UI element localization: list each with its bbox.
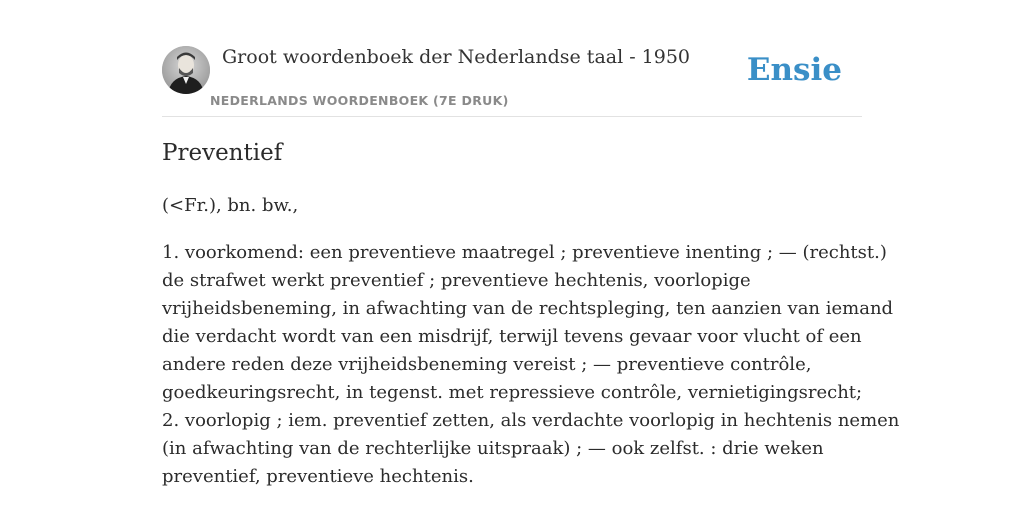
entry-definition	[162, 239, 900, 491]
ensie-logo[interactable]: Ensie	[746, 52, 842, 88]
entry-headword: Preventief	[162, 140, 283, 166]
portrait-svg	[162, 46, 210, 94]
definition-line: 1. voorkomend: een preventieve maatregel ; preventieve inenting ; — (rechtst.)	[162, 242, 887, 263]
definition-line: preventief, preventieve hechtenis.	[162, 466, 474, 487]
source-label[interactable]: NEDERLANDS WOORDENBOEK (7E DRUK)	[210, 93, 509, 108]
definition-line: andere reden deze vrijheidsbeneming vereist ; — preventieve contrôle,	[162, 354, 812, 375]
definition-line: goedkeuringsrecht, in tegenst. met repressieve contrôle, vernietigingsrecht;	[162, 382, 863, 403]
definition-line: die verdacht wordt van een misdrijf, terwijl tevens gevaar voor vlucht of een	[162, 326, 862, 347]
author-portrait-icon[interactable]	[162, 46, 210, 94]
definition-line: (in afwachting van de rechterlijke uitspraak) ; — ook zelfst. : drie weken	[162, 438, 824, 459]
header	[162, 38, 862, 117]
definition-line: 2. voorlopig ; iem. preventief zetten, als verdachte voorlopig in hechtenis nemen	[162, 410, 900, 431]
entry-grammar: (<Fr.), bn. bw.,	[162, 195, 299, 216]
definition-line: vrijheidsbeneming, in afwachting van de rechtspleging, ten aanzien van iemand	[162, 298, 894, 319]
definition-line: de strafwet werkt preventief ; preventieve hechtenis, voorlopige	[162, 270, 751, 291]
book-title[interactable]: Groot woordenboek der Nederlandse taal - 1950	[222, 46, 691, 68]
